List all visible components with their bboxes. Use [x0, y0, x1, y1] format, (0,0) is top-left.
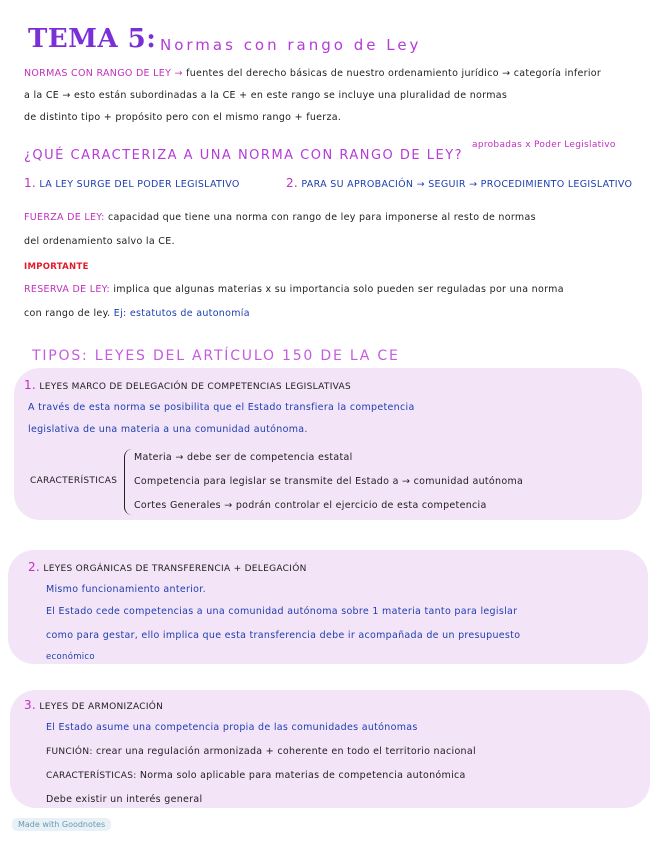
reserva-label: RESERVA DE LEY: [24, 284, 111, 295]
reserva-line-1 [24, 284, 564, 295]
section-1-desc-1: A través de esta norma se posibilita que el Estado transfiera la competencia [28, 402, 415, 413]
section-2-desc-1: Mismo funcionamiento anterior. [46, 584, 206, 595]
section-1-desc-2: legislativa de una materia a una comunidad autónoma. [28, 424, 308, 435]
section-1-carac-3: Cortes Generales → podrán controlar el ejercicio de esta competencia [134, 500, 487, 511]
section-2-title [28, 560, 307, 574]
section-3-funcion [46, 746, 476, 757]
question-note: aprobadas x Poder Legislativo [472, 140, 616, 150]
section-2-title-text: LEYES ORGÁNICAS DE TRANSFERENCIA + DELEGACIÓN [43, 564, 307, 574]
section-2-desc-2: El Estado cede competencias a una comunidad autónoma sobre 1 materia tanto para legislar [46, 606, 518, 617]
section-3-desc-1: El Estado asume una competencia propia de las comunidades autónomas [46, 722, 418, 733]
section-1-brace [124, 449, 133, 515]
section-3-last: Debe existir un interés general [46, 794, 203, 805]
fuerza-text-1: capacidad que tiene una norma con rango de ley para imponerse al resto de normas [107, 212, 536, 223]
point-2-number: 2. [286, 176, 299, 190]
section-3-carac-label: CARACTERÍSTICAS: [46, 771, 137, 781]
section-2-desc-3: como para gestar, ello implica que esta transferencia debe ir acompañada de un presupuesto [46, 630, 521, 641]
question-point-1 [24, 176, 240, 190]
section-1-title [24, 378, 351, 392]
section-1-title-text: LEYES MARCO DE DELEGACIÓN DE COMPETENCIAS LEGISLATIVAS [39, 382, 352, 392]
section-3-title-text: LEYES DE ARMONIZACIÓN [39, 702, 164, 712]
section-3-carac [46, 770, 466, 781]
point-2-text: PARA SU APROBACIÓN → SEGUIR → PROCEDIMIENTO LEGISLATIVO [301, 179, 633, 190]
question-point-2 [286, 176, 632, 190]
reserva-line-2 [24, 308, 250, 319]
section-3-number: 3. [24, 698, 37, 712]
importante-label: IMPORTANTE [24, 262, 89, 272]
section-2-desc-4: económico [46, 652, 95, 662]
tema-subtitle: Normas con rango de Ley [160, 36, 422, 54]
section-1-carac-2: Competencia para legislar se transmite del Estado a → comunidad autónoma [134, 476, 524, 487]
intro-line-3: de distinto tipo + propósito pero con el mismo rango + fuerza. [24, 112, 342, 123]
reserva-text-1: implica que algunas materias x su importancia solo pueden ser reguladas por una norma [113, 284, 564, 295]
section-1-carac-1: Materia → debe ser de competencia estatal [134, 452, 353, 463]
reserva-example: Ej: estatutos de autonomía [113, 308, 250, 319]
fuerza-line-1 [24, 212, 536, 223]
question-heading: ¿QUÉ CARACTERIZA A UNA NORMA CON RANGO DE LEY? [24, 148, 464, 163]
section-2-number: 2. [28, 560, 41, 574]
section-1-number: 1. [24, 378, 37, 392]
section-3-funcion-label: FUNCIÓN: [46, 747, 93, 757]
intro-text-1: fuentes del derecho básicas de nuestro ordenamiento jurídico → categoría inferior [186, 68, 602, 79]
section-3-title [24, 698, 163, 712]
intro-label: NORMAS CON RANGO DE LEY → [24, 68, 183, 79]
intro-line-1 [24, 68, 601, 79]
section-1-carac-label: CARACTERÍSTICAS [30, 476, 118, 486]
fuerza-label: FUERZA DE LEY: [24, 212, 105, 223]
intro-line-2: a la CE → esto están subordinadas a la CE + en este rango se incluye una pluralidad de normas [24, 90, 508, 101]
tema-title: TEMA 5: [28, 24, 157, 54]
tipos-heading: TIPOS: LEYES DEL ARTÍCULO 150 DE LA CE [32, 348, 400, 364]
goodnotes-badge: Made with Goodnotes [12, 818, 111, 831]
section-3-funcion-text: crear una regulación armonizada + coherente en todo el territorio nacional [96, 746, 476, 757]
reserva-text-2: con rango de ley. [24, 308, 111, 319]
point-1-text: LA LEY SURGE DEL PODER LEGISLATIVO [39, 179, 240, 190]
point-1-number: 1. [24, 176, 37, 190]
section-3-carac-text: Norma solo aplicable para materias de competencia autonómica [139, 770, 466, 781]
fuerza-line-2: del ordenamiento salvo la CE. [24, 236, 175, 247]
